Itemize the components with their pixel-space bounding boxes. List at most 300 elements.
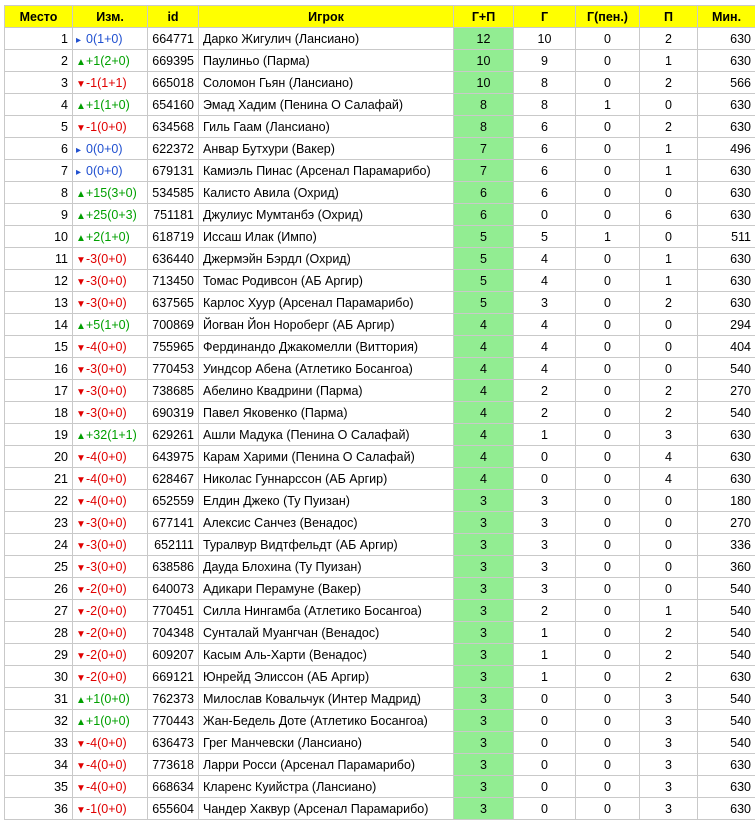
cell-place[interactable]: 3 [5, 72, 73, 94]
header-assists[interactable]: П [640, 6, 698, 28]
cell-penalty-goals[interactable]: 0 [576, 380, 640, 402]
cell-place[interactable]: 1 [5, 28, 73, 50]
cell-goals-plus-assists[interactable]: 3 [454, 534, 514, 556]
cell-assists[interactable]: 2 [640, 666, 698, 688]
cell-goals[interactable]: 6 [514, 116, 576, 138]
cell-change[interactable] [73, 94, 148, 116]
cell-minutes[interactable]: 294 [698, 314, 755, 336]
cell-assists[interactable]: 2 [640, 28, 698, 50]
cell-place[interactable]: 26 [5, 578, 73, 600]
cell-assists[interactable]: 0 [640, 534, 698, 556]
cell-goals[interactable]: 6 [514, 138, 576, 160]
cell-goals-plus-assists[interactable]: 4 [454, 336, 514, 358]
cell-change[interactable] [73, 688, 148, 710]
cell-change[interactable] [73, 534, 148, 556]
cell-goals[interactable]: 4 [514, 270, 576, 292]
cell-id[interactable]: 751181 [148, 204, 199, 226]
cell-penalty-goals[interactable]: 0 [576, 402, 640, 424]
cell-goals-plus-assists[interactable]: 4 [454, 402, 514, 424]
cell-goals[interactable]: 0 [514, 776, 576, 798]
cell-goals[interactable]: 8 [514, 72, 576, 94]
cell-player[interactable]: Дарко Жигулич (Лансиано) [199, 28, 454, 50]
cell-player[interactable]: Уиндсор Абена (Атлетико Босангоа) [199, 358, 454, 380]
cell-change[interactable] [73, 160, 148, 182]
cell-place[interactable]: 12 [5, 270, 73, 292]
cell-player[interactable]: Гиль Гаам (Лансиано) [199, 116, 454, 138]
cell-goals-plus-assists[interactable]: 3 [454, 512, 514, 534]
cell-goals-plus-assists[interactable]: 5 [454, 248, 514, 270]
cell-player[interactable]: Карлос Хуур (Арсенал Парамарибо) [199, 292, 454, 314]
cell-penalty-goals[interactable]: 0 [576, 754, 640, 776]
cell-id[interactable]: 773618 [148, 754, 199, 776]
cell-minutes[interactable]: 540 [698, 622, 755, 644]
cell-id[interactable]: 679131 [148, 160, 199, 182]
cell-id[interactable]: 655604 [148, 798, 199, 820]
cell-goals-plus-assists[interactable]: 3 [454, 798, 514, 820]
cell-assists[interactable]: 1 [640, 160, 698, 182]
cell-assists[interactable]: 2 [640, 292, 698, 314]
cell-place[interactable]: 17 [5, 380, 73, 402]
cell-goals-plus-assists[interactable]: 3 [454, 754, 514, 776]
cell-player[interactable]: Джулиус Мумтанбэ (Охрид) [199, 204, 454, 226]
cell-minutes[interactable]: 540 [698, 644, 755, 666]
cell-minutes[interactable]: 630 [698, 248, 755, 270]
cell-penalty-goals[interactable]: 0 [576, 732, 640, 754]
cell-goals-plus-assists[interactable]: 10 [454, 50, 514, 72]
cell-id[interactable]: 652111 [148, 534, 199, 556]
cell-minutes[interactable]: 540 [698, 688, 755, 710]
cell-place[interactable]: 15 [5, 336, 73, 358]
cell-minutes[interactable]: 630 [698, 424, 755, 446]
cell-player[interactable]: Паулиньо (Парма) [199, 50, 454, 72]
cell-id[interactable]: 637565 [148, 292, 199, 314]
cell-player[interactable]: Кларенс Куийстра (Лансиано) [199, 776, 454, 798]
cell-penalty-goals[interactable]: 0 [576, 314, 640, 336]
cell-change[interactable] [73, 754, 148, 776]
cell-assists[interactable]: 1 [640, 248, 698, 270]
cell-player[interactable]: Елдин Джеко (Ту Пуизан) [199, 490, 454, 512]
cell-change[interactable] [73, 72, 148, 94]
cell-change[interactable] [73, 600, 148, 622]
cell-player[interactable]: Анвар Бутхури (Вакер) [199, 138, 454, 160]
cell-id[interactable]: 677141 [148, 512, 199, 534]
cell-player[interactable]: Карам Харими (Пенина О Салафай) [199, 446, 454, 468]
cell-assists[interactable]: 4 [640, 446, 698, 468]
cell-id[interactable]: 622372 [148, 138, 199, 160]
cell-change[interactable] [73, 468, 148, 490]
cell-change[interactable] [73, 116, 148, 138]
cell-place[interactable]: 5 [5, 116, 73, 138]
cell-minutes[interactable]: 540 [698, 732, 755, 754]
cell-id[interactable]: 628467 [148, 468, 199, 490]
cell-change[interactable] [73, 358, 148, 380]
cell-player[interactable]: Силла Нингамба (Атлетико Босангоа) [199, 600, 454, 622]
cell-goals[interactable]: 3 [514, 490, 576, 512]
cell-goals[interactable]: 1 [514, 424, 576, 446]
cell-minutes[interactable]: 630 [698, 116, 755, 138]
cell-penalty-goals[interactable]: 0 [576, 28, 640, 50]
cell-goals[interactable]: 8 [514, 94, 576, 116]
cell-goals-plus-assists[interactable]: 3 [454, 578, 514, 600]
cell-id[interactable]: 770451 [148, 600, 199, 622]
cell-minutes[interactable]: 540 [698, 600, 755, 622]
cell-goals-plus-assists[interactable]: 3 [454, 490, 514, 512]
cell-assists[interactable]: 4 [640, 468, 698, 490]
cell-place[interactable]: 36 [5, 798, 73, 820]
cell-penalty-goals[interactable]: 0 [576, 50, 640, 72]
cell-place[interactable]: 33 [5, 732, 73, 754]
cell-assists[interactable]: 0 [640, 226, 698, 248]
cell-penalty-goals[interactable]: 0 [576, 138, 640, 160]
cell-penalty-goals[interactable]: 0 [576, 666, 640, 688]
cell-id[interactable]: 665018 [148, 72, 199, 94]
cell-penalty-goals[interactable]: 0 [576, 204, 640, 226]
cell-id[interactable]: 634568 [148, 116, 199, 138]
cell-place[interactable]: 8 [5, 182, 73, 204]
cell-goals-plus-assists[interactable]: 4 [454, 468, 514, 490]
cell-change[interactable] [73, 402, 148, 424]
cell-goals[interactable]: 6 [514, 182, 576, 204]
cell-player[interactable]: Грег Манчевски (Лансиано) [199, 732, 454, 754]
cell-assists[interactable]: 2 [640, 380, 698, 402]
cell-minutes[interactable]: 630 [698, 798, 755, 820]
header-goals[interactable]: Г [514, 6, 576, 28]
cell-assists[interactable]: 1 [640, 138, 698, 160]
cell-penalty-goals[interactable]: 0 [576, 336, 640, 358]
cell-place[interactable]: 27 [5, 600, 73, 622]
cell-place[interactable]: 32 [5, 710, 73, 732]
cell-minutes[interactable]: 180 [698, 490, 755, 512]
cell-id[interactable]: 762373 [148, 688, 199, 710]
cell-player[interactable]: Касым Аль-Харти (Венадос) [199, 644, 454, 666]
cell-goals-plus-assists[interactable]: 5 [454, 270, 514, 292]
cell-penalty-goals[interactable]: 0 [576, 534, 640, 556]
cell-change[interactable] [73, 270, 148, 292]
cell-goals[interactable]: 3 [514, 292, 576, 314]
cell-id[interactable]: 669395 [148, 50, 199, 72]
cell-minutes[interactable]: 566 [698, 72, 755, 94]
cell-player[interactable]: Томас Родивсон (АБ Аргир) [199, 270, 454, 292]
cell-change[interactable] [73, 226, 148, 248]
cell-id[interactable]: 618719 [148, 226, 199, 248]
cell-penalty-goals[interactable]: 0 [576, 490, 640, 512]
cell-change[interactable] [73, 732, 148, 754]
cell-place[interactable]: 35 [5, 776, 73, 798]
cell-penalty-goals[interactable]: 0 [576, 292, 640, 314]
cell-minutes[interactable]: 540 [698, 358, 755, 380]
cell-goals[interactable]: 0 [514, 710, 576, 732]
cell-player[interactable]: Алексис Санчез (Венадос) [199, 512, 454, 534]
cell-goals[interactable]: 2 [514, 380, 576, 402]
cell-penalty-goals[interactable]: 0 [576, 688, 640, 710]
cell-goals-plus-assists[interactable]: 4 [454, 424, 514, 446]
cell-goals[interactable]: 6 [514, 160, 576, 182]
cell-goals-plus-assists[interactable]: 3 [454, 666, 514, 688]
cell-goals[interactable]: 4 [514, 248, 576, 270]
cell-id[interactable]: 704348 [148, 622, 199, 644]
cell-assists[interactable]: 2 [640, 644, 698, 666]
cell-player[interactable]: Туралвур Видтфельдт (АБ Аргир) [199, 534, 454, 556]
cell-player[interactable]: Джермэйн Бэрдл (Охрид) [199, 248, 454, 270]
cell-penalty-goals[interactable]: 0 [576, 798, 640, 820]
cell-place[interactable]: 13 [5, 292, 73, 314]
cell-change[interactable] [73, 710, 148, 732]
cell-place[interactable]: 22 [5, 490, 73, 512]
cell-assists[interactable]: 0 [640, 490, 698, 512]
cell-goals-plus-assists[interactable]: 5 [454, 226, 514, 248]
cell-minutes[interactable]: 630 [698, 446, 755, 468]
cell-change[interactable] [73, 556, 148, 578]
cell-penalty-goals[interactable]: 0 [576, 776, 640, 798]
cell-goals-plus-assists[interactable]: 4 [454, 380, 514, 402]
cell-assists[interactable]: 1 [640, 600, 698, 622]
cell-penalty-goals[interactable]: 0 [576, 248, 640, 270]
cell-id[interactable]: 643975 [148, 446, 199, 468]
cell-goals[interactable]: 0 [514, 446, 576, 468]
cell-id[interactable]: 738685 [148, 380, 199, 402]
cell-minutes[interactable]: 630 [698, 94, 755, 116]
cell-goals[interactable]: 1 [514, 644, 576, 666]
cell-goals-plus-assists[interactable]: 10 [454, 72, 514, 94]
cell-change[interactable] [73, 446, 148, 468]
cell-goals-plus-assists[interactable]: 4 [454, 358, 514, 380]
cell-assists[interactable]: 0 [640, 578, 698, 600]
cell-goals-plus-assists[interactable]: 7 [454, 138, 514, 160]
cell-minutes[interactable]: 336 [698, 534, 755, 556]
cell-goals[interactable]: 5 [514, 226, 576, 248]
cell-id[interactable]: 654160 [148, 94, 199, 116]
cell-goals-plus-assists[interactable]: 3 [454, 710, 514, 732]
cell-goals[interactable]: 4 [514, 358, 576, 380]
cell-place[interactable]: 18 [5, 402, 73, 424]
cell-penalty-goals[interactable]: 0 [576, 468, 640, 490]
cell-penalty-goals[interactable]: 0 [576, 424, 640, 446]
header-player[interactable]: Игрок [199, 6, 454, 28]
cell-change[interactable] [73, 138, 148, 160]
cell-change[interactable] [73, 248, 148, 270]
cell-assists[interactable]: 3 [640, 688, 698, 710]
cell-minutes[interactable]: 540 [698, 402, 755, 424]
cell-assists[interactable]: 0 [640, 556, 698, 578]
cell-goals[interactable]: 0 [514, 798, 576, 820]
cell-goals[interactable]: 0 [514, 468, 576, 490]
cell-assists[interactable]: 6 [640, 204, 698, 226]
cell-goals-plus-assists[interactable]: 8 [454, 94, 514, 116]
cell-goals[interactable]: 3 [514, 512, 576, 534]
cell-id[interactable]: 770443 [148, 710, 199, 732]
cell-minutes[interactable]: 360 [698, 556, 755, 578]
cell-minutes[interactable]: 540 [698, 710, 755, 732]
cell-change[interactable] [73, 622, 148, 644]
cell-goals-plus-assists[interactable]: 12 [454, 28, 514, 50]
cell-change[interactable] [73, 50, 148, 72]
cell-goals-plus-assists[interactable]: 4 [454, 446, 514, 468]
cell-assists[interactable]: 3 [640, 776, 698, 798]
cell-penalty-goals[interactable]: 0 [576, 556, 640, 578]
cell-penalty-goals[interactable]: 0 [576, 578, 640, 600]
cell-minutes[interactable]: 630 [698, 776, 755, 798]
cell-change[interactable] [73, 28, 148, 50]
cell-penalty-goals[interactable]: 0 [576, 160, 640, 182]
cell-id[interactable]: 755965 [148, 336, 199, 358]
cell-change[interactable] [73, 578, 148, 600]
cell-id[interactable]: 636473 [148, 732, 199, 754]
cell-goals[interactable]: 0 [514, 204, 576, 226]
cell-place[interactable]: 23 [5, 512, 73, 534]
cell-goals[interactable]: 3 [514, 578, 576, 600]
cell-change[interactable] [73, 490, 148, 512]
cell-player[interactable]: Абелино Квадрини (Парма) [199, 380, 454, 402]
cell-minutes[interactable]: 630 [698, 270, 755, 292]
cell-goals[interactable]: 4 [514, 336, 576, 358]
cell-goals[interactable]: 2 [514, 600, 576, 622]
cell-assists[interactable]: 2 [640, 72, 698, 94]
cell-id[interactable]: 713450 [148, 270, 199, 292]
cell-penalty-goals[interactable]: 0 [576, 182, 640, 204]
cell-goals[interactable]: 1 [514, 622, 576, 644]
cell-place[interactable]: 4 [5, 94, 73, 116]
cell-penalty-goals[interactable]: 0 [576, 270, 640, 292]
cell-id[interactable]: 770453 [148, 358, 199, 380]
header-goals-plus-assists[interactable]: Г+П [454, 6, 514, 28]
cell-goals-plus-assists[interactable]: 3 [454, 688, 514, 710]
cell-id[interactable]: 534585 [148, 182, 199, 204]
cell-assists[interactable]: 3 [640, 710, 698, 732]
cell-minutes[interactable]: 270 [698, 380, 755, 402]
cell-assists[interactable]: 0 [640, 314, 698, 336]
cell-goals-plus-assists[interactable]: 4 [454, 314, 514, 336]
cell-minutes[interactable]: 630 [698, 50, 755, 72]
cell-goals[interactable]: 2 [514, 402, 576, 424]
cell-player[interactable]: Фердинандо Джакомелли (Виттория) [199, 336, 454, 358]
cell-minutes[interactable]: 511 [698, 226, 755, 248]
header-penalty-goals[interactable]: Г(пен.) [576, 6, 640, 28]
cell-place[interactable]: 10 [5, 226, 73, 248]
cell-player[interactable]: Эмад Хадим (Пенина О Салафай) [199, 94, 454, 116]
cell-id[interactable]: 638586 [148, 556, 199, 578]
cell-assists[interactable]: 1 [640, 50, 698, 72]
cell-place[interactable]: 20 [5, 446, 73, 468]
cell-penalty-goals[interactable]: 0 [576, 644, 640, 666]
cell-minutes[interactable]: 630 [698, 468, 755, 490]
cell-id[interactable]: 668634 [148, 776, 199, 798]
cell-player[interactable]: Жан-Бедель Доте (Атлетико Босангоа) [199, 710, 454, 732]
cell-place[interactable]: 14 [5, 314, 73, 336]
cell-assists[interactable]: 0 [640, 182, 698, 204]
cell-penalty-goals[interactable]: 0 [576, 72, 640, 94]
cell-goals-plus-assists[interactable]: 3 [454, 644, 514, 666]
cell-place[interactable]: 6 [5, 138, 73, 160]
cell-assists[interactable]: 3 [640, 754, 698, 776]
cell-change[interactable] [73, 336, 148, 358]
cell-minutes[interactable]: 630 [698, 160, 755, 182]
cell-id[interactable]: 609207 [148, 644, 199, 666]
cell-goals[interactable]: 9 [514, 50, 576, 72]
cell-player[interactable]: Адикари Перамуне (Вакер) [199, 578, 454, 600]
cell-goals-plus-assists[interactable]: 7 [454, 160, 514, 182]
cell-assists[interactable]: 2 [640, 622, 698, 644]
cell-id[interactable]: 690319 [148, 402, 199, 424]
cell-assists[interactable]: 3 [640, 424, 698, 446]
cell-goals[interactable]: 3 [514, 534, 576, 556]
cell-place[interactable]: 11 [5, 248, 73, 270]
cell-penalty-goals[interactable]: 1 [576, 226, 640, 248]
cell-player[interactable]: Сунталай Муангчан (Венадос) [199, 622, 454, 644]
cell-player[interactable]: Юнрейд Элиссон (АБ Аргир) [199, 666, 454, 688]
cell-assists[interactable]: 3 [640, 798, 698, 820]
cell-goals[interactable]: 0 [514, 754, 576, 776]
cell-id[interactable]: 629261 [148, 424, 199, 446]
cell-goals[interactable]: 4 [514, 314, 576, 336]
cell-assists[interactable]: 1 [640, 270, 698, 292]
cell-place[interactable]: 7 [5, 160, 73, 182]
cell-assists[interactable]: 2 [640, 402, 698, 424]
cell-goals-plus-assists[interactable]: 8 [454, 116, 514, 138]
cell-player[interactable]: Йогван Йон Нороберг (АБ Аргир) [199, 314, 454, 336]
cell-minutes[interactable]: 630 [698, 666, 755, 688]
cell-goals[interactable]: 3 [514, 556, 576, 578]
cell-penalty-goals[interactable]: 0 [576, 512, 640, 534]
cell-goals[interactable]: 1 [514, 666, 576, 688]
cell-player[interactable]: Павел Яковенко (Парма) [199, 402, 454, 424]
cell-player[interactable]: Ашли Мадука (Пенина О Салафай) [199, 424, 454, 446]
cell-player[interactable]: Ларри Росси (Арсенал Парамарибо) [199, 754, 454, 776]
cell-player[interactable]: Соломон Гьян (Лансиано) [199, 72, 454, 94]
cell-minutes[interactable]: 630 [698, 28, 755, 50]
cell-minutes[interactable]: 270 [698, 512, 755, 534]
cell-goals-plus-assists[interactable]: 6 [454, 182, 514, 204]
cell-assists[interactable]: 0 [640, 512, 698, 534]
cell-minutes[interactable]: 496 [698, 138, 755, 160]
cell-change[interactable] [73, 204, 148, 226]
header-id[interactable]: id [148, 6, 199, 28]
cell-id[interactable]: 664771 [148, 28, 199, 50]
cell-place[interactable]: 25 [5, 556, 73, 578]
cell-penalty-goals[interactable]: 0 [576, 358, 640, 380]
cell-place[interactable]: 16 [5, 358, 73, 380]
cell-change[interactable] [73, 292, 148, 314]
cell-minutes[interactable]: 630 [698, 182, 755, 204]
cell-change[interactable] [73, 424, 148, 446]
cell-player[interactable]: Дауда Блохина (Ту Пуизан) [199, 556, 454, 578]
cell-minutes[interactable]: 404 [698, 336, 755, 358]
cell-player[interactable]: Николас Гуннарссон (АБ Аргир) [199, 468, 454, 490]
cell-change[interactable] [73, 644, 148, 666]
cell-change[interactable] [73, 776, 148, 798]
cell-penalty-goals[interactable]: 0 [576, 446, 640, 468]
cell-place[interactable]: 31 [5, 688, 73, 710]
cell-minutes[interactable]: 540 [698, 578, 755, 600]
cell-id[interactable]: 636440 [148, 248, 199, 270]
cell-goals-plus-assists[interactable]: 6 [454, 204, 514, 226]
cell-place[interactable]: 21 [5, 468, 73, 490]
cell-goals[interactable]: 0 [514, 688, 576, 710]
cell-penalty-goals[interactable]: 0 [576, 622, 640, 644]
cell-player[interactable]: Камиэль Пинас (Арсенал Парамарибо) [199, 160, 454, 182]
cell-id[interactable]: 669121 [148, 666, 199, 688]
cell-penalty-goals[interactable]: 0 [576, 710, 640, 732]
cell-minutes[interactable]: 630 [698, 292, 755, 314]
cell-id[interactable]: 700869 [148, 314, 199, 336]
cell-change[interactable] [73, 798, 148, 820]
cell-change[interactable] [73, 182, 148, 204]
cell-goals-plus-assists[interactable]: 3 [454, 776, 514, 798]
cell-assists[interactable]: 0 [640, 358, 698, 380]
cell-goals[interactable]: 10 [514, 28, 576, 50]
cell-goals-plus-assists[interactable]: 3 [454, 732, 514, 754]
cell-change[interactable] [73, 380, 148, 402]
cell-player[interactable]: Иссаш Илак (Импо) [199, 226, 454, 248]
